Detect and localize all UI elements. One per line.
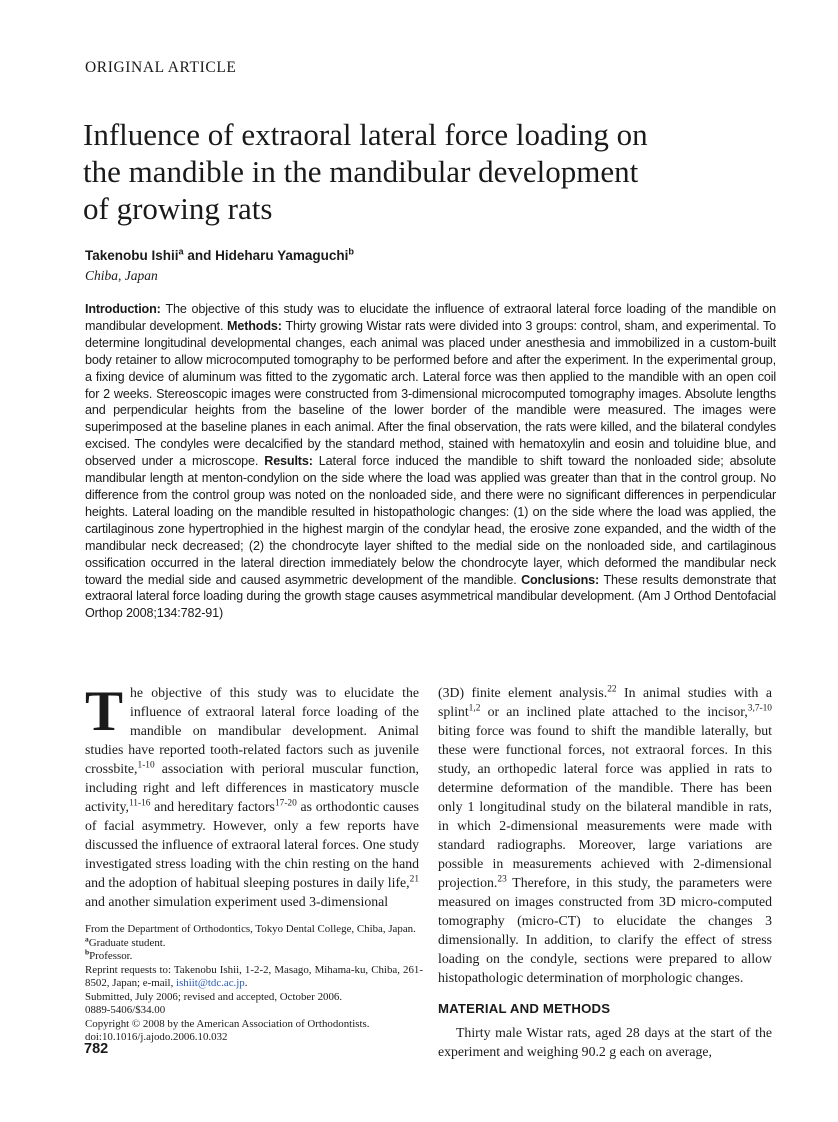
article-title-line-1: Influence of extraoral lateral force loading on <box>83 117 648 152</box>
footnote-issn-price: 0889-5406/$34.00 <box>85 1004 166 1016</box>
email-link[interactable]: ishiit@tdc.ac.jp <box>176 977 245 989</box>
article-title <box>83 116 783 227</box>
article-title-line-2: the mandible in the mandibular development <box>83 154 639 189</box>
page-number: 782 <box>84 1041 109 1057</box>
footnote-reprint-requests: Reprint requests to: Takenobu Ishii, 1-2-2, Masago, Mihama-ku, Chiba, 261-8502, Japan; e-mail, ishiit@tdc.ac.jp. <box>85 963 423 989</box>
footnote-doi: doi:10.1016/j.ajodo.2006.10.032 <box>85 1031 228 1043</box>
intro-paragraph-right: (3D) finite element analysis.$^{22}$ In animal studies with a splint$^{1,2}$ or an inclined plate attached to the incisor,$^{3,7-10}$ biting force was found to shift the mandible laterally, but these were functional forces, not extraoral forces. In this study, an orthopedic lateral force was applied in rats to determine deformation of the mandible. There has been only 1 longitudinal study on the bilateral mandible in rats, in which 2-dimensional measurements were made with standard radiographs. Moreover, large variations are possible in measurements achieved with 2-dimensional projection.$^{23}$ Therefore, in this study, the parameters were measured on images constructed from 3D micro-computed tomography (micro-CT) to elucidate the changes 3 dimensionally. In addition, to clarify the effect of stress loading on the condyle, sections were prepared to allow histopathologic determination of morphologic changes. <box>438 684 772 985</box>
intro-paragraph-left-text: he objective of this study was to elucidate the influence of extraoral lateral force loading of the mandible on mandibular development. Animal studies have reported tooth-related factors such as juvenile crossbite,$^{1-10}$ association with perioral muscular function, including right and left differences in masticatory muscle activity,$^{11-16}$ and hereditary factors$^{17-20}$ as orthodontic causes of facial asymmetry. However, only a few reports have discussed the influence of extraoral lateral forces. One study investigated stress loading with the chin resting on the hand and the adoption of habitual sleeping postures in daily life,$^{21}$ and another simulation experiment used 3-dimensional <box>85 685 419 909</box>
intro-paragraph-left <box>85 680 419 911</box>
footnote-department: From the Department of Orthodontics, Tokyo Dental College, Chiba, Japan. <box>85 923 416 935</box>
material-and-methods-heading: MATERIAL AND METHODS <box>438 1001 611 1016</box>
abstract-paragraph: Introduction: The objective of this study was to elucidate the influence of extraoral lateral force loading of the mandible on mandibular development. Methods: Thirty growing Wistar rats were divided into 3 groups: control, sham, and experimental. To determine longitudinal developmental changes, each animal was placed under anesthesia and immobilized in a custom-built body retainer to allow microcomputed tomography to be performed before and after the experiment. In the experimental group, a fixing device of aluminum was fitted to the zygomatic arch. Lateral force was then applied to the mandible with an open coil for 2 weeks. Stereoscopic images were constructed from 3-dimensional microcomputed tomography images. Absolute lengths and perpendicular heights from the baseline of the lower border of the mandible were measured. The images were superimposed at the baseline planes in each animal. After the final observation, the rats were killed, and the bilateral condyles excised. The condyles were decalcified by the standard method, stained with hematoxylin and eosin and toluidine blue, and observed under a microscope. Results: Lateral force induced the mandible to shift toward the nonloaded side; absolute mandibular length at menton-condylion on the side where the load was applied was greater than that in the control group. No difference from the control group was noted on the nonloaded side, and there were no significant differences in perpendicular heights. Lateral loading on the mandible resulted in histopathologic changes: (1) on the side where the load was applied, the cartilaginous zone hypertrophied in the highest margin of the condylar head, the erosive zone expanded, and the width of the mandibular neck decreased; (2) the chondrocyte layer shifted to the medial side on the nonloaded side, and cartilaginous ossification occurred in the lateral direction immediately below the chondrocyte layer, which deformed the mandibular neck toward the medial side and caused asymmetric development of the mandible. Conclusions: These results demonstrate that extraoral lateral force loading during the growth stage causes asymmetrical mandibular development. (Am J Orthod Dentofacial Orthop 2008;134:782-91) <box>85 302 777 621</box>
drop-cap: T <box>85 680 124 743</box>
article-title-line-3: of growing rats <box>83 191 273 226</box>
left-column <box>85 680 419 911</box>
footnote-block <box>85 923 423 1045</box>
right-column <box>438 683 772 1061</box>
affiliation-line: Chiba, Japan <box>85 268 158 283</box>
footnote-professor: $^b$Professor. <box>85 947 133 962</box>
article-type-label: ORIGINAL ARTICLE <box>85 59 237 76</box>
footnote-submitted: Submitted, July 2006; revised and accepted, October 2006. <box>85 990 343 1003</box>
footnote-copyright: Copyright © 2008 by the American Association of Orthodontists. <box>85 1017 370 1030</box>
authors-line: Takenobu Ishii$^a$ and Hideharu Yamaguchi$^b$ <box>85 246 355 263</box>
methods-paragraph: Thirty male Wistar rats, aged 28 days at the start of the experiment and weighing 90.2 g each on average, <box>438 1025 772 1059</box>
footnote-graduate-student: $^a$Graduate student. <box>85 933 166 949</box>
